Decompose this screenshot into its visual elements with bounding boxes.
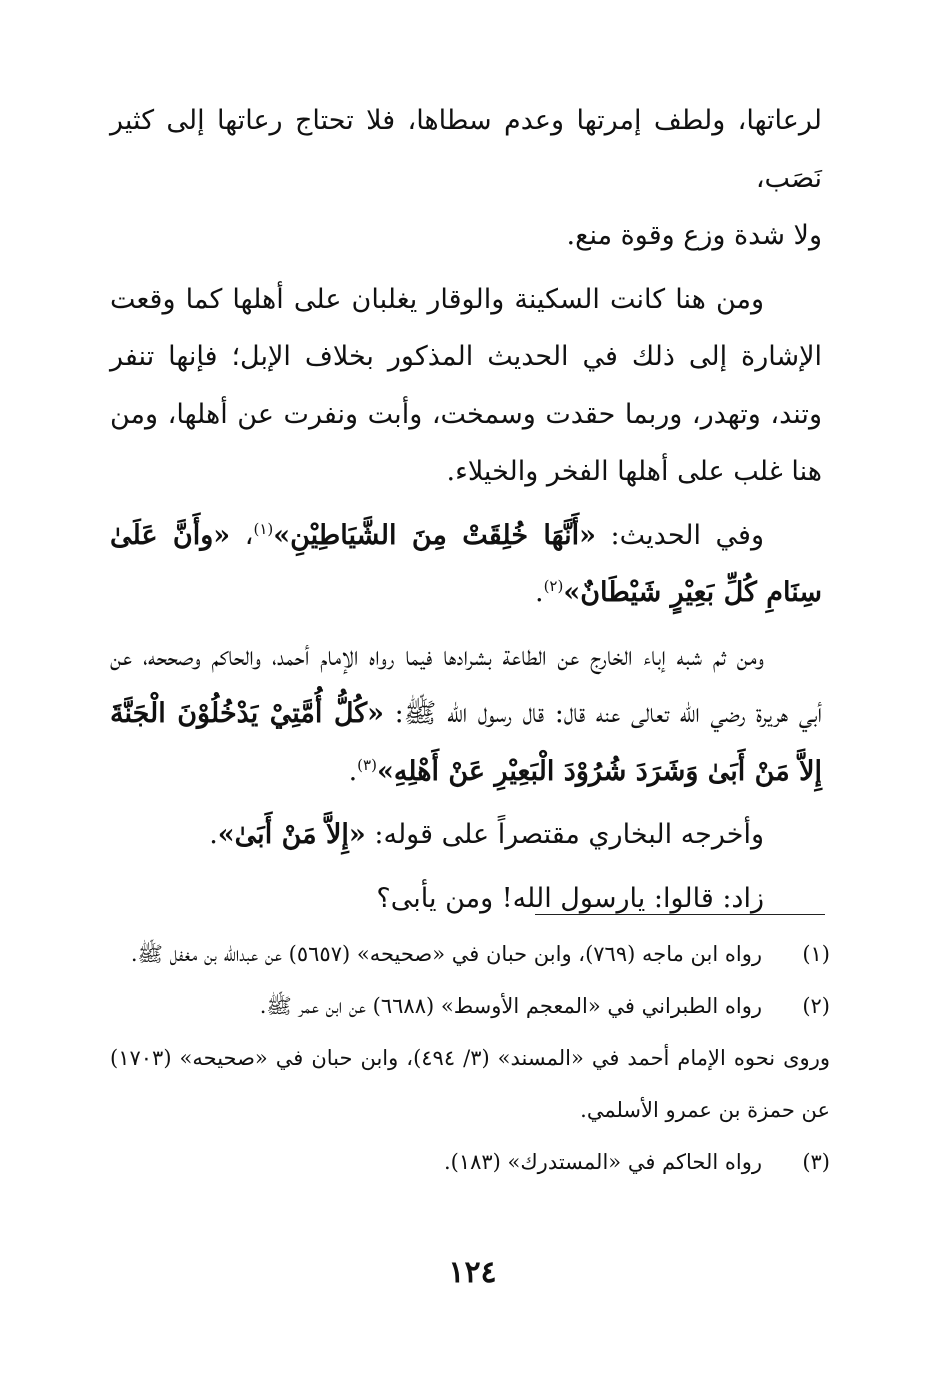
footnote-2-number: (٢) xyxy=(802,994,830,1018)
paragraph-4-end: . xyxy=(348,755,358,787)
footnote-3-text: رواه الحاكم في «المستدرك» (١٨٣). xyxy=(443,1150,762,1174)
footnote-ref-3: (٣) xyxy=(357,755,377,774)
hadith-quote-2: «وأَنَّ عَلَىٰ سِنَامِ كُلِّ بَعِيْرٍ شَيْطَانٌ» xyxy=(110,519,822,608)
paragraph-4 xyxy=(110,628,822,801)
page-number: ١٢٤ xyxy=(448,1255,497,1290)
paragraph-1-line-1: لرعاتها، ولطف إمرتها وعدم سطاها، فلا تحتاج رعاتها إلى كثير نَصَب، xyxy=(110,105,822,194)
paragraph-5 xyxy=(110,806,822,864)
paragraph-3-end: . xyxy=(534,577,544,608)
paragraph-2: ومن هنا كانت السكينة والوقار يغلبان على أهلها كما وقعت الإشارة إلى ذلك في الحديث المذكور بخلاف الإبل؛ فإنها تنفر وتند، وتهدر، وربما حقدت وسمخت، وأبت ونفرت عن أهلها، ومن هنا غلب على أهلها الفخر والخيلاء. xyxy=(110,283,822,487)
hadith-quote-3: «كُلُّ أُمَّتِيْ يَدْخُلُوْنَ الْجَنَّةَ إِلاَّ مَنْ أَبَىٰ وَشَرَدَ شُرُوْدَ الْبَعِيْرِ عَنْ أَهْلِهِ» xyxy=(110,698,822,787)
paragraph-1-line-2: ولا شدة وزع وقوة منع. xyxy=(566,220,822,251)
footnote-1 xyxy=(110,928,830,980)
footnote-1-number: (١) xyxy=(802,942,830,966)
footnote-ref-1: (١) xyxy=(253,519,274,538)
paragraph-4-lead: ومن ثم شبه إباء الخارج عن الطاعة بشرادها فيما رواه الإمام أحمد، والحاكم وصححه، عن أبي هريرة رضي الله تعالى عنه قال: قال رسول الله ﷺ: xyxy=(110,640,822,729)
separator: ، xyxy=(230,519,254,551)
footnote-1-text: رواه ابن ماجه (٧٦٩)، وابن حبان في «صحيحه» (٥٦٥٧) عن عبدالله بن مغفل ﷺ. xyxy=(130,942,762,966)
paragraph-6: زاد: قالوا: يارسول الله! ومن يأبى؟ xyxy=(376,882,764,914)
hadith-quote-1: «أَنَّهَا خُلِقَتْ مِنَ الشَّيَاطِيْنِ» xyxy=(273,519,596,551)
footnote-3-number: (٣) xyxy=(802,1150,830,1174)
paragraph-1 xyxy=(110,92,822,265)
paragraph-3 xyxy=(110,507,822,622)
footnotes xyxy=(110,928,830,1188)
footnote-2-continuation: وروى نحوه الإمام أحمد في «المسند» (٣/ ٤٩٤)، وابن حبان في «صحيحه» (١٧٠٣) عن حمزة بن عمرو الأسلمي. xyxy=(110,1046,830,1122)
paragraph-3-lead: وفي الحديث: xyxy=(595,519,764,551)
hadith-quote-4: «إِلاَّ مَنْ أَبَىٰ» xyxy=(217,819,366,850)
paragraph-5-lead: وأخرجه البخاري مقتصراً على قوله: xyxy=(365,819,764,850)
footnote-2 xyxy=(110,980,830,1032)
footnote-3 xyxy=(110,1136,830,1188)
main-text xyxy=(110,92,822,933)
footnote-2-text: رواه الطبراني في «المعجم الأوسط» (٦٦٨٨) عن ابن عمر ﷺ. xyxy=(259,994,762,1018)
paragraph-5-end: . xyxy=(209,819,218,850)
footnote-separator-rule xyxy=(535,914,825,915)
footnote-ref-2: (٢) xyxy=(543,577,564,595)
